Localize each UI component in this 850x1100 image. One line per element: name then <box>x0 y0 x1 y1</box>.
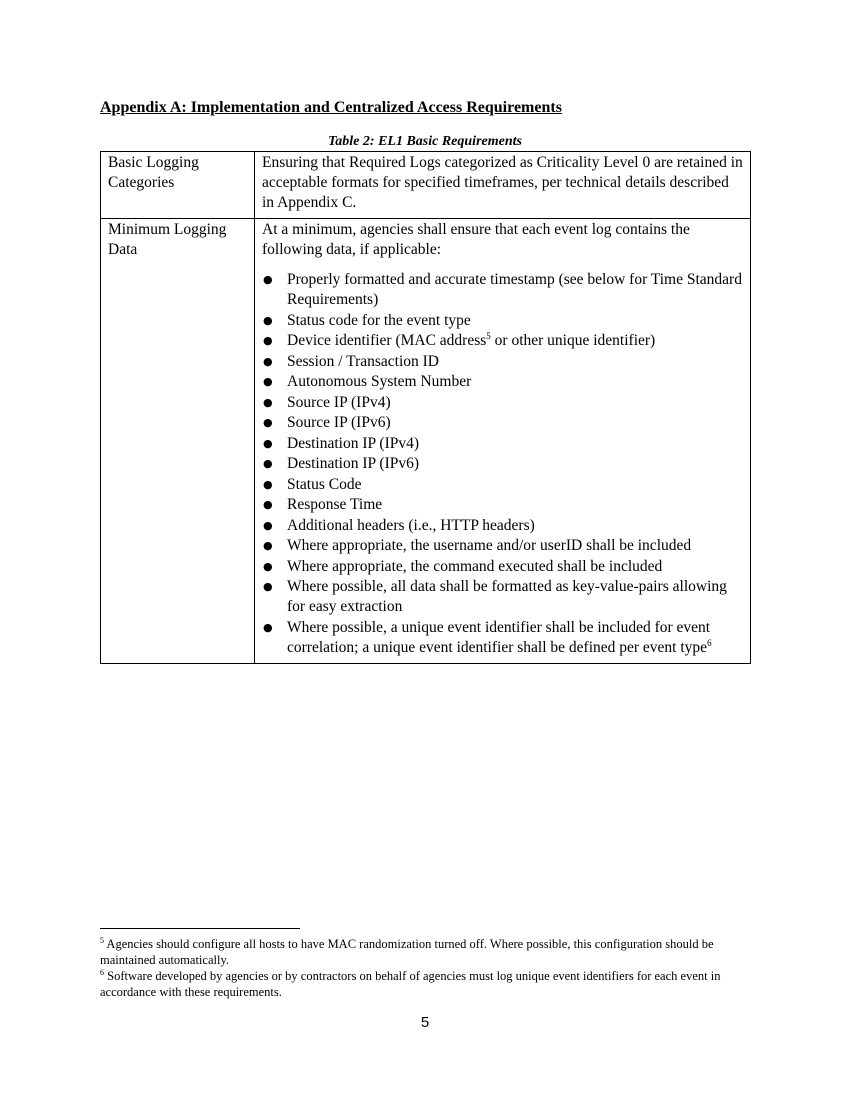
list-item: ● Device identifier (MAC address$^5$ or other unique identifier) <box>263 330 656 349</box>
bullet-icon: ● <box>263 477 273 491</box>
minimum-logging-list <box>262 270 743 658</box>
list-item: ● Status Code <box>263 475 362 493</box>
list-item: ● Autonomous System Number <box>263 373 472 390</box>
footnote-number: 6 <box>100 967 104 977</box>
list-item: ● Where possible, all data shall be formatted as key-value-pairs allowing for easy extraction <box>263 578 727 615</box>
list-item: ● Where appropriate, the command executed shall be included <box>263 557 663 575</box>
row-detail-minimum-logging-data <box>255 219 751 664</box>
row-detail-basic-logging-categories: Ensuring that Required Logs categorized as Criticality Level 0 are retained in acceptable formats for specified timeframes, per technical details described in Appendix C. <box>255 152 751 219</box>
list-item: ● Response Time <box>263 496 383 513</box>
bullet-icon: ● <box>263 375 273 388</box>
list-item: ● Source IP (IPv4) <box>263 393 391 411</box>
bullet-icon: ● <box>263 436 273 450</box>
bullet-icon: ● <box>263 273 273 286</box>
list-item: ● Destination IP (IPv4) <box>263 434 420 452</box>
page-heading: Appendix A: Implementation and Centralized Access Requirements <box>100 99 562 116</box>
bullet-icon: ● <box>263 518 273 532</box>
row-label-minimum-logging-data: Minimum Logging Data <box>101 219 255 664</box>
list-item: ● Additional headers (i.e., HTTP headers) <box>263 516 535 534</box>
footnote-ref-6: 6 <box>707 637 712 648</box>
row-label-basic-logging-categories: Basic Logging Categories <box>101 152 255 219</box>
requirements-table <box>100 151 751 664</box>
list-item: ● Status code for the event type <box>263 311 471 329</box>
list-item: ● Where appropriate, the username and/or userID shall be included <box>263 537 692 554</box>
footnote-separator <box>100 928 300 929</box>
bullet-icon: ● <box>263 313 273 327</box>
bullet-icon: ● <box>263 416 273 429</box>
page-number: 5 <box>420 1014 430 1031</box>
list-item: ● Properly formatted and accurate timestamp (see below for Time Standard Requirements) <box>263 271 742 308</box>
footnote-number: 5 <box>100 935 104 945</box>
bullet-icon: ● <box>263 457 273 470</box>
bullet-icon: ● <box>263 620 273 634</box>
bullet-icon: ● <box>263 539 273 552</box>
table-row <box>101 152 751 219</box>
minimum-logging-intro: At a minimum, agencies shall ensure that each event log contains the following data, if applicable: <box>262 221 690 258</box>
footnote-ref-5: 5 <box>486 330 491 341</box>
bullet-icon: ● <box>263 559 273 573</box>
bullet-icon: ● <box>263 354 273 368</box>
bullet-icon: ● <box>263 334 273 347</box>
list-item: ● Destination IP (IPv6) <box>263 455 420 472</box>
bullet-icon: ● <box>263 498 273 511</box>
footnote-6: $^6$ Software developed by agencies or by contractors on behalf of agencies must log unique event identifiers for each event in accordance with these requirements. <box>100 967 721 999</box>
footnotes <box>100 936 752 1000</box>
bullet-icon: ● <box>263 395 273 409</box>
table-caption: Table 2: EL1 Basic Requirements <box>328 134 522 149</box>
list-item: ● Where possible, a unique event identifier shall be included for event correlation; a unique event identifier shall be defined per event type$^6$ <box>263 618 712 656</box>
list-item: ● Source IP (IPv6) <box>263 414 391 431</box>
list-item: ● Session / Transaction ID <box>263 352 439 370</box>
table-row <box>101 219 751 664</box>
footnote-5: $^5$ Agencies should configure all hosts to have MAC randomization turned off. Where possible, this configuration should be maintained automatically. <box>100 935 714 967</box>
bullet-icon: ● <box>263 580 273 593</box>
